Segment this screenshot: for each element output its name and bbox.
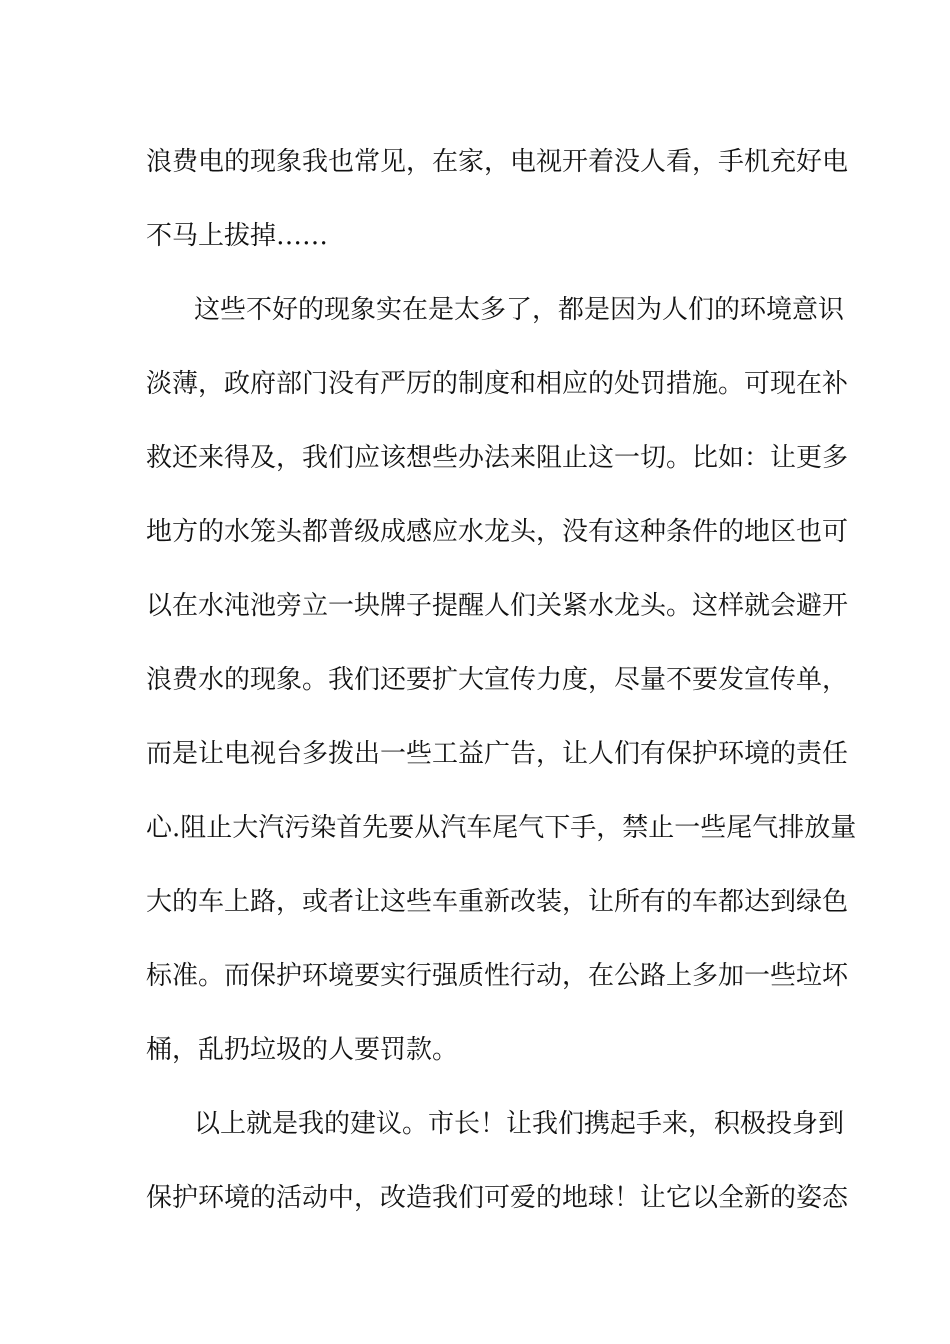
text-line-15: 保护环境的活动中，改造我们可爱的地球！让它以全新的姿态 xyxy=(146,1183,849,1213)
text-line-6: 地方的水笼头都普级成感应水龙头，没有这种条件的地区也可 xyxy=(146,517,849,547)
text-line-13: 桶，乱扔垃圾的人要罚款。 xyxy=(146,1035,459,1065)
text-line-9: 而是让电视台多拨出一些工益广告，让人们有保护环境的责任 xyxy=(146,739,849,769)
text-line-8: 浪费水的现象。我们还要扩大宣传力度，尽量不要发宣传单， xyxy=(146,665,849,695)
text-line-2: 不马上拔掉…… xyxy=(146,221,329,251)
text-line-14: 以上就是我的建议。市长！让我们携起手来，积极投身到 xyxy=(194,1109,845,1139)
body-text xyxy=(146,125,857,1235)
text-line-4: 淡薄，政府部门没有严厉的制度和相应的处罚措施。可现在补 xyxy=(146,369,849,399)
text-line-11: 大的车上路，或者让这些车重新改装，让所有的车都达到绿色 xyxy=(146,887,849,917)
text-line-3: 这些不好的现象实在是太多了，都是因为人们的环境意识 xyxy=(194,295,845,325)
text-line-7: 以在水沌池旁立一块牌子提醒人们关紧水龙头。这样就会避开 xyxy=(146,591,849,621)
text-line-10: 心.阻止大汽污染首先要从汽车尾气下手，禁止一些尾气排放量 xyxy=(146,813,857,843)
text-line-12: 标准。而保护环境要实行强质性行动，在公路上多加一些垃坏 xyxy=(146,961,849,991)
text-line-1: 浪费电的现象我也常见，在家，电视开着没人看，手机充好电 xyxy=(146,147,849,177)
text-line-5: 救还来得及，我们应该想些办法来阻止这一切。比如：让更多 xyxy=(146,443,849,473)
